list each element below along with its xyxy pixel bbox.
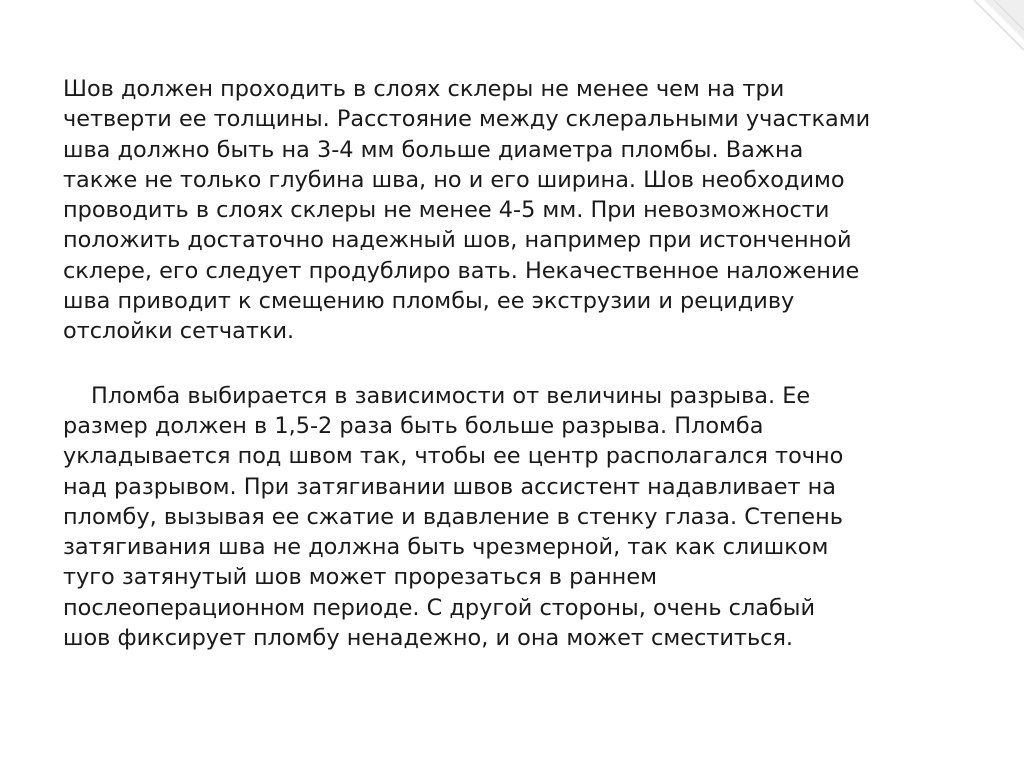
text-line: шва должно быть на 3-4 мм больше диаметра пломбы. Важна [63,136,804,163]
text-line: шов фиксирует пломбу ненадежно, и она может сместиться. [63,625,794,652]
text-line: Пломба выбирается в зависимости от величины разрыва. Ее [91,382,811,409]
text-line: над разрывом. При затягивании швов ассистент надавливает на [63,473,837,500]
text-line: размер должен в 1,5-2 раза быть больше разрыва. Пломба [63,412,764,439]
text-line: склере, его следует продублиро вать. Некачественное наложение [63,257,860,284]
text-line: отслойки сетчатки. [63,318,295,345]
corner-decoration [964,0,1024,60]
text-line: положить достаточно надежный шов, например при истонченной [63,227,852,254]
paragraph-gap [63,347,963,381]
text-line: Шов должен проходить в слоях склеры не менее чем на три [63,76,785,102]
text-line: туго затянутый шов может прорезаться в раннем [63,564,657,591]
text-line: проводить в слоях склеры не менее 4-5 мм. При невозможности [63,197,830,224]
text-line: затягивания шва не должна быть чрезмерной, так как слишком [63,534,829,561]
text-line: шва приводит к смещению пломбы, ее экструзии и рецидиву [63,288,795,315]
slide-body-text [63,74,963,653]
text-line: послеоперационном периоде. С другой стороны, очень слабый [63,594,816,621]
text-line: пломбу, вызывая ее сжатие и вдавление в стенку глаза. Степень [63,503,843,530]
text-line: также не только глубина шва, но и его ширина. Шов необходимо [63,166,845,193]
paragraph-2 [63,381,963,654]
text-line: четверти ее толщины. Расстояние между склеральными участками [63,106,871,133]
paragraph-1 [63,74,963,347]
text-line: укладывается под швом так, чтобы ее центр располагался точно [63,443,844,470]
